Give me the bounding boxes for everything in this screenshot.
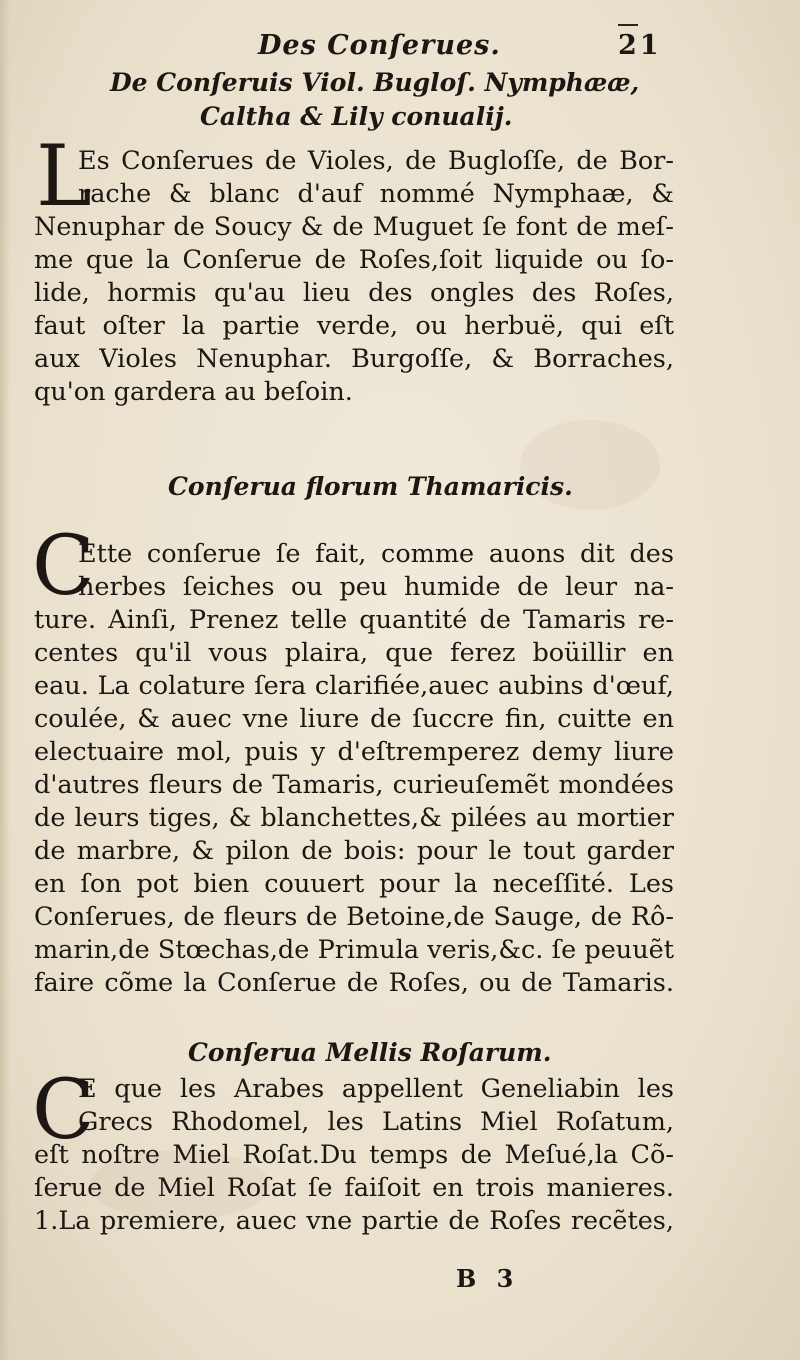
section-heading-3: Conſerua Mellis Roſarum. (188, 1038, 552, 1067)
running-head-title: Des Conſerues. (258, 30, 501, 61)
text-line: aux Violes Nenuphar. Burgoſſe, & Borraches, (34, 344, 674, 374)
section-heading-1a: De Conſeruis Viol. Bugloſ. Nymphææ, (110, 68, 640, 97)
signature-mark: B 3 (456, 1264, 520, 1293)
text-line: marin,de Stœchas,de Primula veris,&c. ſe peuuẽt (34, 935, 674, 965)
text-line: faut oſter la partie verde, ou herbuë, qui eſt (34, 311, 674, 341)
running-head (0, 28, 800, 68)
section3-body (34, 1073, 674, 1238)
text-line: qu'on gardera au beſoin. (34, 377, 353, 407)
drop-cap-2: C (32, 519, 95, 614)
page-edge-shadow (0, 0, 10, 1360)
text-line: lide, hormis qu'au lieu des ongles des Roſes, (34, 278, 674, 308)
text-line: electuaire mol, puis y d'eſtremperez demy liure (34, 737, 674, 767)
text-line: d'autres fleurs de Tamaris, curieuſemẽt mondées (34, 770, 674, 800)
page-number: 21 (618, 30, 662, 61)
text-line: herbes ſeiches ou peu humide de leur na- (78, 572, 674, 602)
drop-cap-3: C (32, 1063, 95, 1158)
section1-body (34, 145, 674, 409)
section-heading-1b: Caltha & Lily conualij. (200, 102, 513, 131)
text-line: Ette conſerue ſe fait, comme auons dit des (78, 539, 674, 569)
text-line: Nenuphar de Soucy & de Muguet ſe font de meſ- (34, 212, 674, 242)
text-line: E que les Arabes appellent Geneliabin les (78, 1074, 674, 1104)
text-line: de leurs tiges, & blanchettes,& pilées au mortier (34, 803, 674, 833)
text-line: centes qu'il vous plaira, que ferez boüillir en (34, 638, 674, 668)
text-line: coulée, & auec vne liure de ſuccre fin, cuitte en (34, 704, 674, 734)
text-line: en ſon pot bien couuert pour la neceſſité. Les (34, 869, 674, 899)
text-line: me que la Conſerue de Roſes,ſoit liquide ou ſo- (34, 245, 674, 275)
text-line: rache & blanc d'auf nommé Nymphaæ, & (78, 179, 674, 209)
section-heading-2: Conſerua florum Thamaricis. (168, 472, 573, 501)
text-line: ture. Ainſi, Prenez telle quantité de Tamaris re- (34, 605, 674, 635)
text-line: Conſerues, de fleurs de Betoine,de Sauge, de Rô- (34, 902, 674, 932)
text-line: Grecs Rhodomel, les Latins Miel Roſatum, (78, 1107, 674, 1137)
drop-cap-1: L (36, 127, 92, 225)
text-line: 1.La premiere, auec vne partie de Roſes recẽtes, (34, 1206, 674, 1236)
text-line: faire cõme la Conſerue de Roſes, ou de Tamaris. (34, 968, 674, 998)
text-line: eau. La colature ſera clarifiée,auec aubins d'œuf, (34, 671, 674, 701)
text-line: eſt noſtre Miel Roſat.Du temps de Meſué,la Cõ- (34, 1140, 674, 1170)
section2-body (34, 538, 674, 1000)
text-line: ſerue de Miel Roſat ſe faiſoit en trois manieres. (34, 1173, 674, 1203)
text-line: de marbre, & pilon de bois: pour le tout garder (34, 836, 674, 866)
text-line: Es Conſerues de Violes, de Bugloſſe, de Bor- (78, 146, 674, 176)
